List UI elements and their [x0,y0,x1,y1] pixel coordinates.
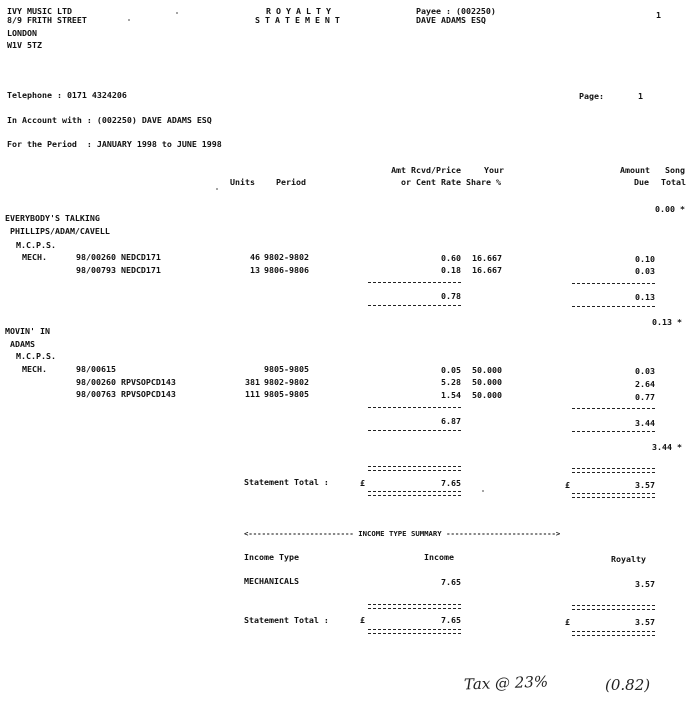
scan-speck [216,188,218,190]
publisher-address-line1: 8/9 FRITH STREET [7,15,87,25]
song-income-type: MECH. [22,364,47,374]
account-line: In Account with : (002250) DAVE ADAMS ESQ [7,115,212,125]
song-writers: ADAMS [10,339,35,349]
publisher-address-line3: W1V 5TZ [7,40,42,50]
statement-title-line2: S T A T E M E N T [255,15,340,25]
summary-total-royalty: 3.57 [635,617,655,627]
summary-banner: <------------------------ INCOME TYPE SUMMARY -------------------------> [244,529,561,538]
subtotal-amount: 3.44 [635,418,655,428]
line-ref: 98/00260 NEDCD171 [76,252,161,262]
line-share: 16.667 [472,265,502,275]
header-song: Song [665,165,685,175]
line-rate: 0.18 [441,265,461,275]
header-cent-rate: or Cent Rate [401,177,461,187]
subtotal-rule [368,430,461,431]
subtotal-rate: 6.87 [441,416,461,426]
line-units: 46 [250,252,260,262]
total-double-rule [572,605,655,610]
publisher-name: IVY MUSIC LTD [7,6,72,16]
line-amount: 0.03 [635,366,655,376]
line-rate: 0.05 [441,365,461,375]
line-amount: 0.10 [635,254,655,264]
total-double-rule [368,491,461,496]
opening-song-total: 0.00 * [655,204,685,214]
summary-col-income-type: Income Type [244,552,299,562]
payee-name: DAVE ADAMS ESQ [416,15,486,25]
line-rate: 1.54 [441,390,461,400]
summary-total-income: 7.65 [441,615,461,625]
page-corner-number: 1 [656,10,661,20]
line-units: 381 [245,377,260,387]
publisher-address-line2: LONDON [7,28,37,38]
song-total: 3.44 * [652,442,682,452]
line-period: 9806-9806 [264,265,309,275]
line-share: 50.000 [472,365,502,375]
currency-symbol: £ [565,480,570,490]
song-writers: PHILLIPS/ADAM/CAVELL [10,226,110,236]
handwritten-tax-amount: (0.82) [605,676,651,694]
line-period: 9805-9805 [264,364,309,374]
handwritten-tax-note: Tax @ 23% [463,672,549,694]
statement-total-label: Statement Total : [244,477,329,487]
subtotal-rule [572,306,655,307]
summary-col-income: Income [424,552,454,562]
subtotal-rule [572,408,655,409]
line-period: 9802-9802 [264,252,309,262]
summary-row-income: 7.65 [441,577,461,587]
subtotal-rule [572,431,655,432]
header-amount: Amount [620,165,650,175]
scan-speck [128,19,130,21]
currency-symbol: £ [565,617,570,627]
currency-symbol: £ [360,478,365,488]
header-total: Total [661,177,686,187]
subtotal-rate: 0.78 [441,291,461,301]
total-double-rule [368,604,461,609]
statement-total-royalty: 3.57 [635,480,655,490]
line-amount: 0.77 [635,392,655,402]
song-society: M.C.P.S. [16,240,56,250]
line-share: 16.667 [472,253,502,263]
summary-row-royalty: 3.57 [635,579,655,589]
song-total: 0.13 * [652,317,682,327]
page-number: 1 [638,91,643,101]
line-rate: 5.28 [441,377,461,387]
subtotal-rule [368,282,461,283]
header-share: Share % [466,177,501,187]
line-ref: 98/00615 [76,364,116,374]
line-ref: 98/00260 RPVSOPCD143 [76,377,176,387]
header-your: Your [484,165,504,175]
summary-total-label: Statement Total : [244,615,329,625]
header-amt-rcvd: Amt Rcvd/Price [391,165,461,175]
line-period: 9802-9802 [264,377,309,387]
payee-code: Payee : (002250) [416,6,496,16]
total-double-rule [572,631,655,636]
total-double-rule [572,493,655,498]
song-income-type: MECH. [22,252,47,262]
line-amount: 2.64 [635,379,655,389]
header-units: Units [230,177,255,187]
summary-row-type: MECHANICALS [244,576,299,586]
subtotal-rule [368,407,461,408]
subtotal-amount: 0.13 [635,292,655,302]
line-period: 9805-9805 [264,389,309,399]
line-amount: 0.03 [635,266,655,276]
page-label: Page: [579,91,604,101]
subtotal-rule [368,305,461,306]
song-society: M.C.P.S. [16,351,56,361]
subtotal-rule [572,283,655,284]
line-rate: 0.60 [441,253,461,263]
summary-col-royalty: Royalty [611,554,646,564]
period-line: For the Period : JANUARY 1998 to JUNE 1998 [7,139,222,149]
line-share: 50.000 [472,390,502,400]
total-double-rule [368,629,461,634]
scan-speck [176,12,178,14]
telephone: Telephone : 0171 4324206 [7,90,127,100]
song-title: MOVIN' IN [5,326,50,336]
statement-title-line1: R O Y A L T Y [266,6,331,16]
scan-speck [482,490,484,492]
line-units: 111 [245,389,260,399]
currency-symbol: £ [360,615,365,625]
line-ref: 98/00763 RPVSOPCD143 [76,389,176,399]
line-ref: 98/00793 NEDCD171 [76,265,161,275]
statement-total-income: 7.65 [441,478,461,488]
line-share: 50.000 [472,377,502,387]
song-title: EVERYBODY'S TALKING [5,213,100,223]
total-double-rule [572,468,655,473]
line-units: 13 [250,265,260,275]
header-period: Period [276,177,306,187]
header-due: Due [634,177,649,187]
total-double-rule [368,466,461,471]
